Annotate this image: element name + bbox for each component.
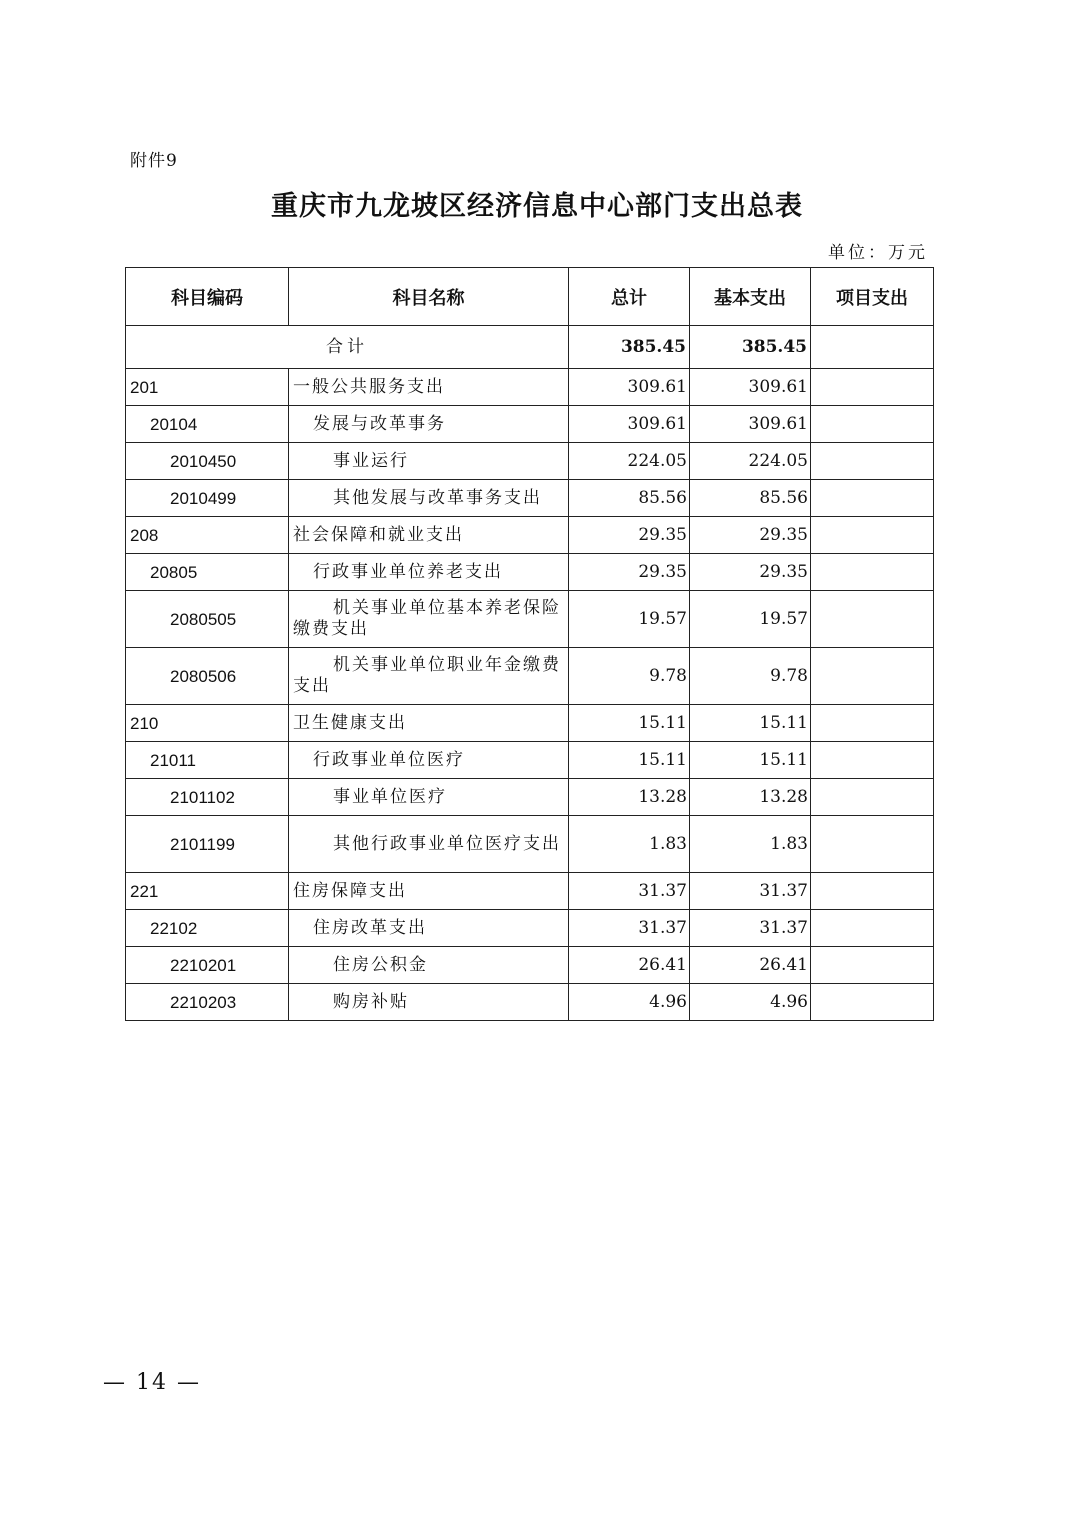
row-basic: 1.83: [690, 816, 811, 873]
total-label: 合计: [126, 326, 569, 369]
row-total: 13.28: [569, 779, 690, 816]
row-name: 事业单位医疗: [289, 779, 569, 816]
row-name: 机关事业单位基本养老保险缴费支出: [289, 591, 569, 648]
row-name: 其他发展与改革事务支出: [289, 480, 569, 517]
row-code: 2210201: [126, 947, 289, 984]
unit-label: 单位：万元: [828, 243, 928, 263]
row-code: 201: [126, 369, 289, 406]
page-title: 重庆市九龙坡区经济信息中心部门支出总表: [271, 191, 803, 222]
row-name: 住房公积金: [289, 947, 569, 984]
row-project: [811, 705, 934, 742]
row-code: 20805: [126, 554, 289, 591]
row-code: 2010499: [126, 480, 289, 517]
row-total: 19.57: [569, 591, 690, 648]
row-name: 行政事业单位医疗: [289, 742, 569, 779]
table-row: [126, 910, 934, 947]
row-total: 29.35: [569, 554, 690, 591]
row-name: 事业运行: [289, 443, 569, 480]
row-project: [811, 910, 934, 947]
row-total: 309.61: [569, 369, 690, 406]
row-total: 31.37: [569, 873, 690, 910]
row-project: [811, 369, 934, 406]
row-code: 208: [126, 517, 289, 554]
table-row: [126, 443, 934, 480]
row-project: [811, 480, 934, 517]
row-code: 2101102: [126, 779, 289, 816]
row-project: [811, 984, 934, 1021]
table-row: [126, 369, 934, 406]
row-project: [811, 947, 934, 984]
header-name: 科目名称: [289, 268, 569, 326]
row-code: 22102: [126, 910, 289, 947]
table-row: [126, 517, 934, 554]
row-name: 发展与改革事务: [289, 406, 569, 443]
row-basic: 26.41: [690, 947, 811, 984]
table-row: [126, 779, 934, 816]
row-basic: 29.35: [690, 517, 811, 554]
row-total: 309.61: [569, 406, 690, 443]
table-row: [126, 873, 934, 910]
total-project: [811, 326, 934, 369]
row-basic: 85.56: [690, 480, 811, 517]
row-total: 4.96: [569, 984, 690, 1021]
row-basic: 309.61: [690, 406, 811, 443]
row-total: 26.41: [569, 947, 690, 984]
table-row: [126, 947, 934, 984]
row-basic: 31.37: [690, 873, 811, 910]
row-total: 1.83: [569, 816, 690, 873]
row-project: [811, 816, 934, 873]
row-basic: 9.78: [690, 648, 811, 705]
row-code: 2210203: [126, 984, 289, 1021]
attachment-label: 附件9: [130, 151, 178, 171]
row-basic: 19.57: [690, 591, 811, 648]
row-code: 2080505: [126, 591, 289, 648]
row-basic: 29.35: [690, 554, 811, 591]
row-basic: 13.28: [690, 779, 811, 816]
table-row: [126, 648, 934, 705]
total-row: [126, 326, 934, 369]
expenditure-table: [125, 267, 934, 1021]
table-row: [126, 554, 934, 591]
row-basic: 15.11: [690, 705, 811, 742]
row-basic: 4.96: [690, 984, 811, 1021]
row-name: 其他行政事业单位医疗支出: [289, 816, 569, 873]
row-total: 31.37: [569, 910, 690, 947]
row-total: 9.78: [569, 648, 690, 705]
row-name: 社会保障和就业支出: [289, 517, 569, 554]
total-basic: 385.45: [690, 326, 811, 369]
row-project: [811, 591, 934, 648]
row-basic: 224.05: [690, 443, 811, 480]
row-code: 2080506: [126, 648, 289, 705]
row-total: 85.56: [569, 480, 690, 517]
row-code: 2101199: [126, 816, 289, 873]
row-name: 一般公共服务支出: [289, 369, 569, 406]
page-number: — 14 —: [103, 1370, 201, 1395]
row-code: 221: [126, 873, 289, 910]
row-name: 住房改革支出: [289, 910, 569, 947]
row-project: [811, 648, 934, 705]
table-row: [126, 742, 934, 779]
row-code: 2010450: [126, 443, 289, 480]
row-total: 29.35: [569, 517, 690, 554]
row-total: 15.11: [569, 705, 690, 742]
row-name: 行政事业单位养老支出: [289, 554, 569, 591]
table-row: [126, 705, 934, 742]
row-basic: 31.37: [690, 910, 811, 947]
table-row: [126, 480, 934, 517]
row-project: [811, 443, 934, 480]
row-basic: 15.11: [690, 742, 811, 779]
table-row: [126, 816, 934, 873]
header-code: 科目编码: [126, 268, 289, 326]
total-total: 385.45: [569, 326, 690, 369]
row-basic: 309.61: [690, 369, 811, 406]
row-total: 15.11: [569, 742, 690, 779]
table-row: [126, 591, 934, 648]
row-project: [811, 779, 934, 816]
row-code: 210: [126, 705, 289, 742]
header-total: 总计: [569, 268, 690, 326]
table-row: [126, 984, 934, 1021]
row-code: 21011: [126, 742, 289, 779]
row-name: 购房补贴: [289, 984, 569, 1021]
header-project: 项目支出: [811, 268, 934, 326]
row-project: [811, 554, 934, 591]
row-code: 20104: [126, 406, 289, 443]
row-total: 224.05: [569, 443, 690, 480]
row-project: [811, 517, 934, 554]
row-project: [811, 742, 934, 779]
row-name: 机关事业单位职业年金缴费支出: [289, 648, 569, 705]
header-basic: 基本支出: [690, 268, 811, 326]
row-project: [811, 406, 934, 443]
table-row: [126, 406, 934, 443]
row-project: [811, 873, 934, 910]
row-name: 卫生健康支出: [289, 705, 569, 742]
row-name: 住房保障支出: [289, 873, 569, 910]
table-header-row: [126, 268, 934, 326]
